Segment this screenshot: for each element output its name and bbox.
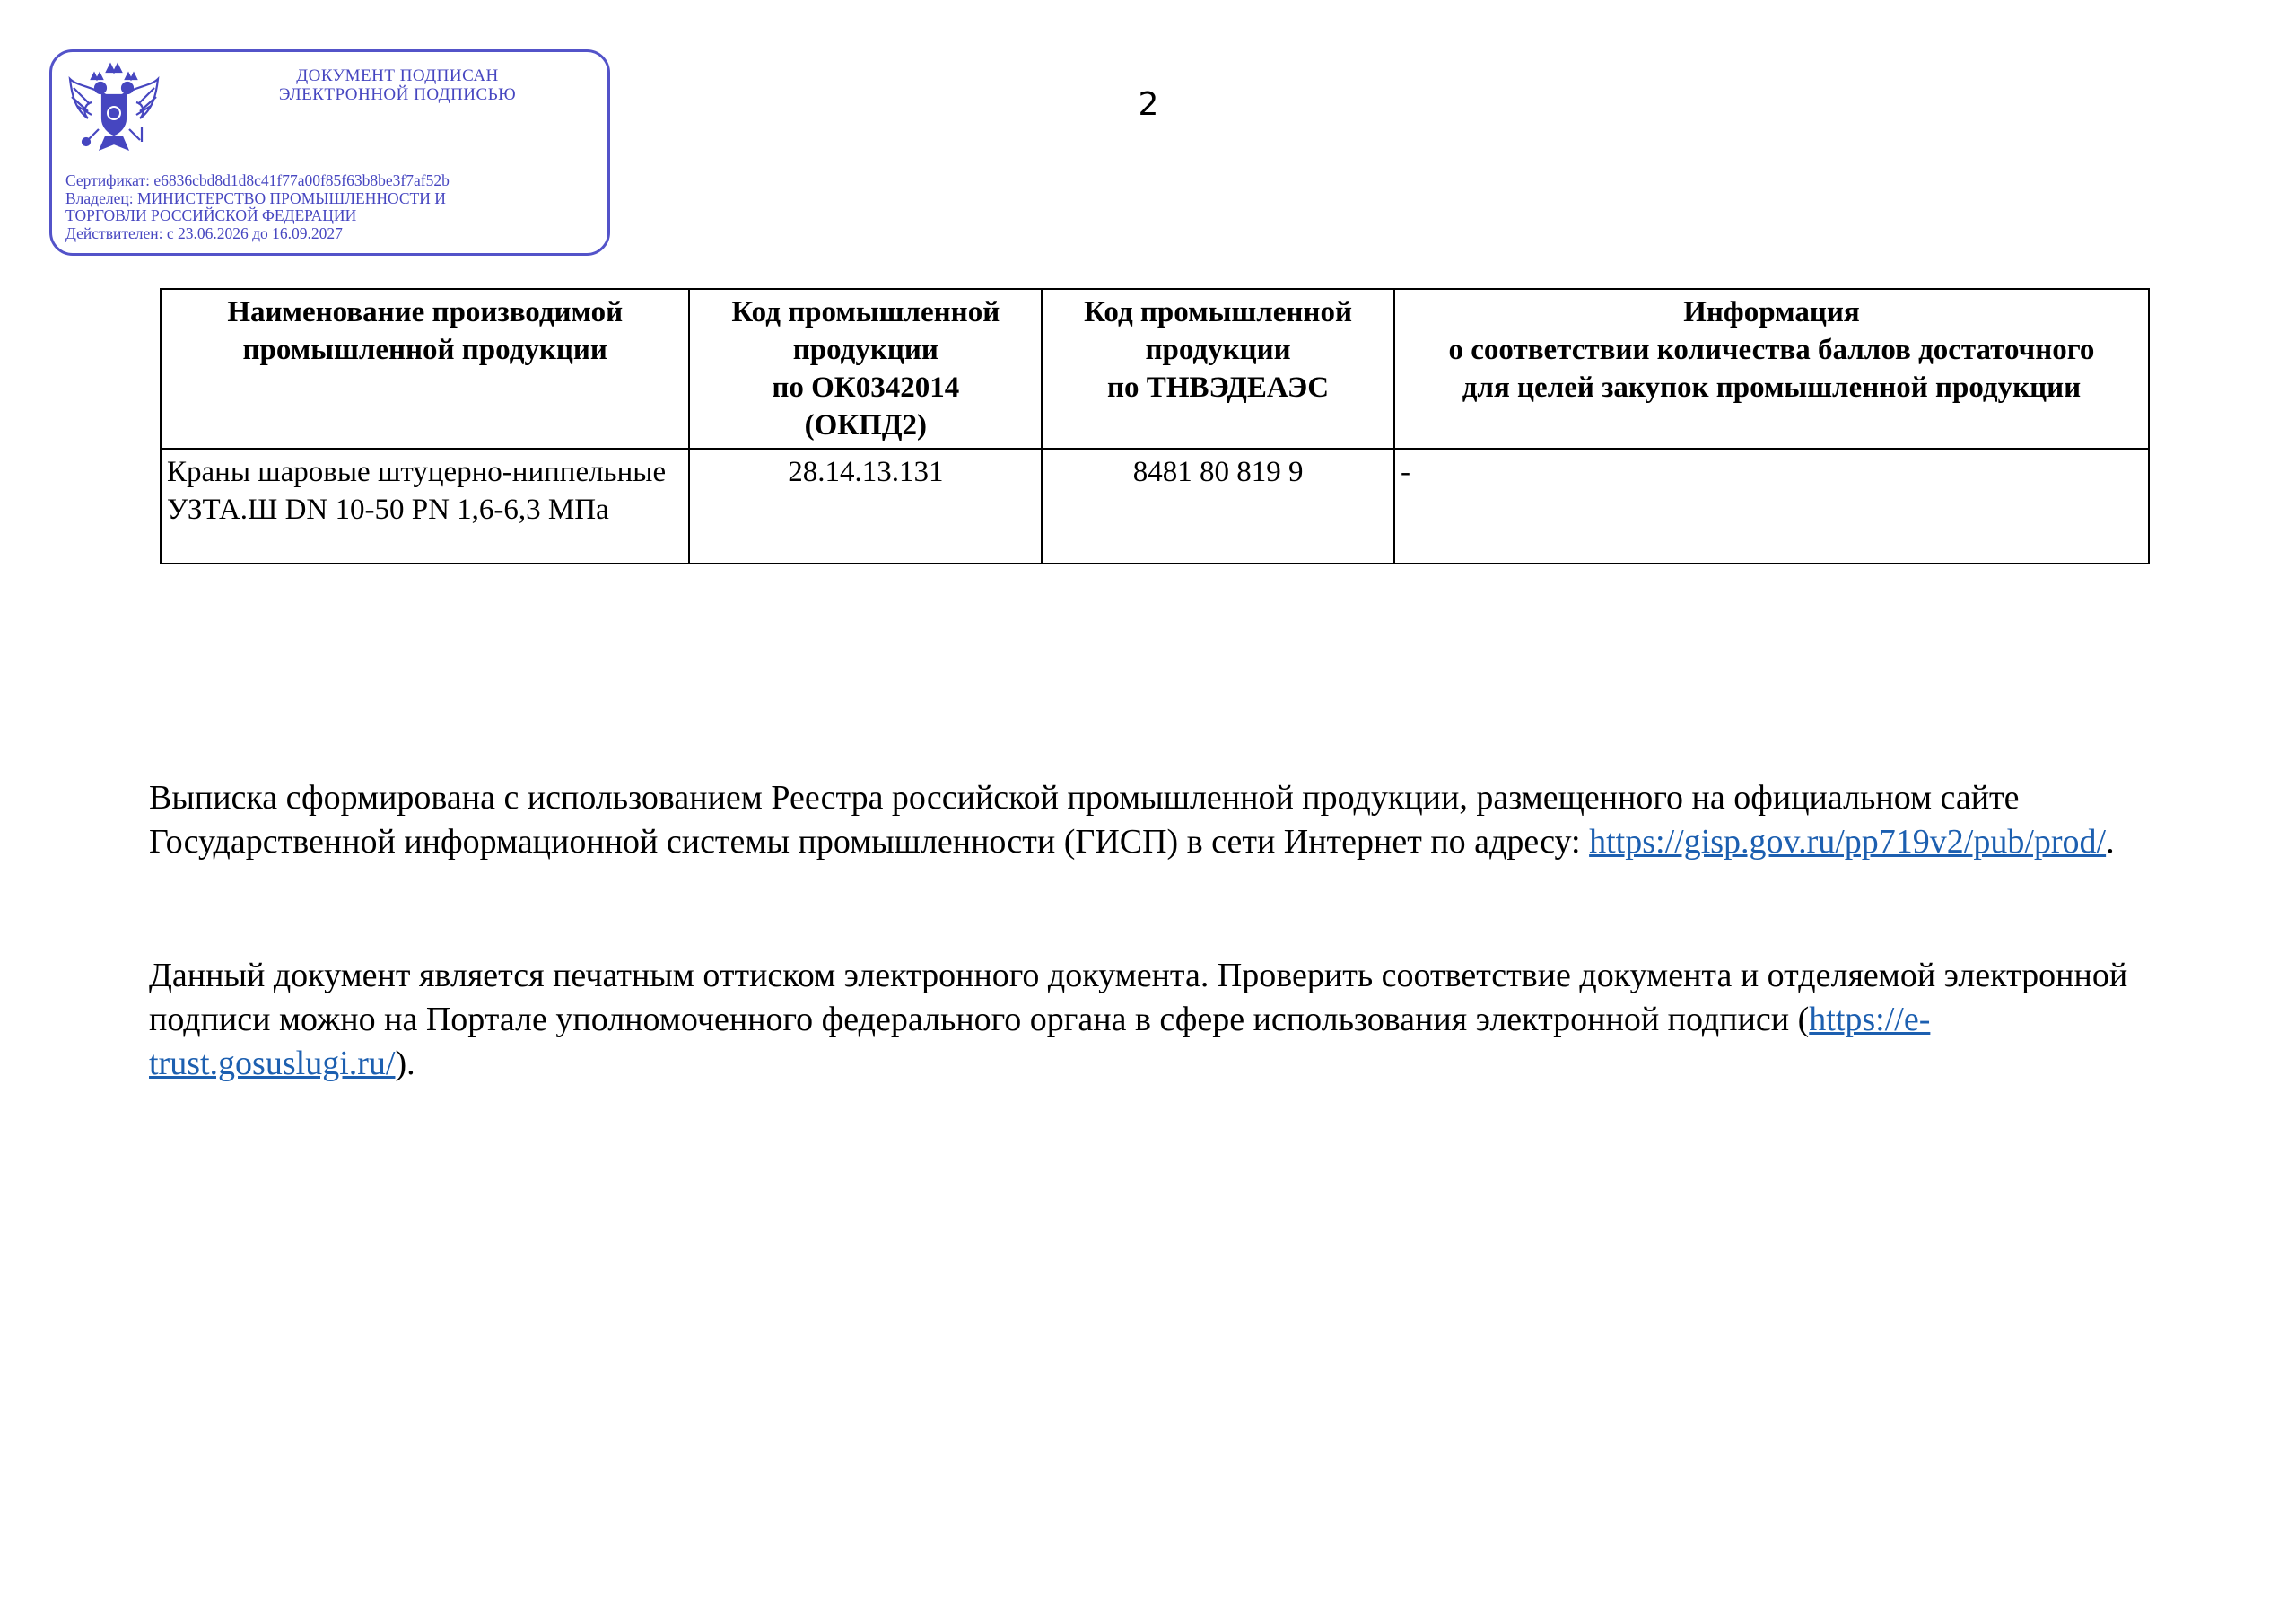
cell-tnved: 8481 80 819 9 xyxy=(1042,449,1394,564)
cell-okpd2: 28.14.13.131 xyxy=(689,449,1042,564)
header-line: по ОК0342014 xyxy=(772,372,960,404)
column-header-points-info xyxy=(1394,289,2149,449)
table-header-row xyxy=(161,289,2149,449)
header-line: Наименование производимой xyxy=(227,296,624,328)
header-line: о соответствии количества баллов достаточного xyxy=(1448,334,2095,366)
cell-points-info: - xyxy=(1394,449,2149,564)
stamp-title xyxy=(196,66,599,104)
header-line: Код промышленной xyxy=(731,296,1000,328)
signature-stamp xyxy=(49,49,610,256)
stamp-certificate: Сертификат: e6836cbd8d1d8c41f77a00f85f63b8be3f7af52b xyxy=(65,171,450,189)
header-line: по ТНВЭДЕАЭС xyxy=(1107,372,1330,404)
stamp-title-line: ДОКУМЕНТ ПОДПИСАН xyxy=(296,66,499,85)
gisp-link[interactable]: https://gisp.gov.ru/pp719v2/pub/prod/ xyxy=(1589,823,2107,861)
product-table xyxy=(160,288,2150,564)
page-number: 2 xyxy=(1138,86,1159,123)
stamp-validity: Действителен: с 23.06.2026 до 16.09.2027 xyxy=(65,223,343,242)
e-trust-link[interactable]: https://e-trust.gosuslugi.ru/ xyxy=(149,1001,1931,1082)
header-line: Код промышленной xyxy=(1084,296,1352,328)
paragraph-text: Выписка сформирована с использованием Реестра российской промышленной продукции, размещенного на официальном сайте Государственной информационной системы промышленности (ГИСП) в сети Интернет по адресу: xyxy=(149,779,2020,861)
stamp-owner: ТОРГОВЛИ РОССИЙСКОЙ ФЕДЕРАЦИИ xyxy=(65,206,357,224)
header-line: продукции xyxy=(1145,334,1291,366)
column-header-product-name xyxy=(161,289,689,449)
stamp-title-line: ЭЛЕКТРОННОЙ ПОДПИСЬЮ xyxy=(278,85,517,104)
column-header-okpd2 xyxy=(689,289,1042,449)
table-row xyxy=(161,449,2149,564)
stamp-owner: Владелец: МИНИСТЕРСТВО ПРОМЫШЛЕННОСТИ И xyxy=(65,188,446,207)
header-line: для целей закупок промышленной продукции xyxy=(1462,372,2082,404)
paragraph-punctuation: ). xyxy=(395,1045,415,1082)
paragraph-punctuation: . xyxy=(2106,823,2115,861)
header-line: продукции xyxy=(792,334,938,366)
russian-coat-of-arms-icon xyxy=(65,59,163,160)
stamp-info xyxy=(65,172,604,242)
registry-source-paragraph xyxy=(149,776,2177,864)
paragraph-text: Данный документ является печатным оттиском электронного документа. Проверить соответствие документа и отделяемой электронной подписи можно на Портале уполномоченного федерального органа в сфере использования электронной подписи ( xyxy=(149,957,2128,1038)
header-line: (ОКПД2) xyxy=(804,409,928,442)
column-header-tnved xyxy=(1042,289,1394,449)
cell-product-name: Краны шаровые штуцерно-ниппельные УЗТА.Ш DN 10-50 PN 1,6-6,3 МПа xyxy=(161,449,689,564)
header-line: Информация xyxy=(1683,296,1860,328)
header-line: промышленной продукции xyxy=(242,334,607,366)
verification-paragraph xyxy=(149,954,2177,1086)
